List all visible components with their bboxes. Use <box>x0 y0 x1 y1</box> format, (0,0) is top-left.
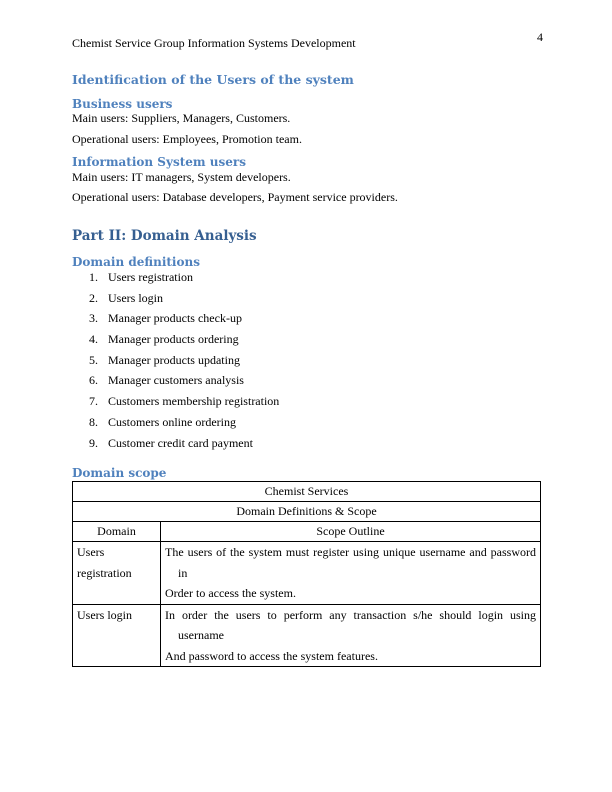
table-title-row <box>73 482 541 502</box>
page-number: 4 <box>537 30 543 44</box>
list-item-text: Customer credit card payment <box>108 435 253 450</box>
scope-line: The users of the system must register using unique username and password <box>165 545 536 559</box>
part2-heading: Part II: Domain Analysis <box>72 228 257 244</box>
list-item-text: Manager customers analysis <box>108 373 244 388</box>
domain-line: Users login <box>77 607 132 622</box>
list-item-text: Customers membership registration <box>108 394 280 409</box>
table-row <box>73 542 541 605</box>
list-item-text: Customers online ordering <box>108 414 236 429</box>
scope-line: Order to access the system. <box>165 586 296 600</box>
list-item-text: Users login <box>108 290 163 305</box>
domain-cell <box>73 542 161 605</box>
domain-line: Users <box>77 545 105 559</box>
domain-cell <box>73 604 161 667</box>
running-header: Chemist Service Group Information Systems Development <box>72 36 356 50</box>
list-item-text: Manager products check-up <box>108 311 242 326</box>
domain-line: registration <box>77 565 132 580</box>
info-system-users-heading: Information System users <box>72 155 246 169</box>
domain-scope-table <box>72 481 541 667</box>
scope-line: In order the users to perform any transaction s/he should login using <box>165 607 536 622</box>
list-item-number: 3. <box>89 311 98 326</box>
list-item-number: 1. <box>89 270 98 284</box>
column-header-scope: Scope Outline <box>161 522 541 542</box>
list-item-number: 6. <box>89 373 98 388</box>
list-item-number: 5. <box>89 352 98 367</box>
list-item-number: 2. <box>89 290 98 305</box>
scope-line: in <box>178 565 188 580</box>
list-item-number: 9. <box>89 435 98 450</box>
list-item-number: 4. <box>89 332 98 347</box>
scope-line: And password to access the system features. <box>165 648 378 663</box>
table-title: Chemist Services <box>73 482 541 502</box>
table-header-row <box>73 522 541 542</box>
info-system-main-users: Main users: IT managers, System developers. <box>72 170 291 184</box>
table-subtitle-row <box>73 502 541 522</box>
list-item-text: Manager products ordering <box>108 332 239 347</box>
column-header-domain: Domain <box>73 522 161 542</box>
list-item-number: 8. <box>89 414 98 429</box>
scope-cell <box>161 604 541 667</box>
list-item-text: Manager products updating <box>108 352 240 367</box>
domain-definitions-heading: Domain definitions <box>72 255 200 269</box>
domain-scope-heading: Domain scope <box>72 466 167 480</box>
table-subtitle: Domain Definitions & Scope <box>73 502 541 522</box>
list-item-text: Users registration <box>108 270 193 284</box>
business-users-heading: Business users <box>72 97 173 111</box>
scope-cell <box>161 542 541 605</box>
table-row <box>73 604 541 667</box>
list-item-number: 7. <box>89 394 98 409</box>
scope-line: username <box>178 628 224 642</box>
info-system-operational-users: Operational users: Database developers, Payment service providers. <box>72 190 398 204</box>
users-section-heading: Identification of the Users of the system <box>72 72 354 87</box>
business-main-users: Main users: Suppliers, Managers, Customers. <box>72 111 291 125</box>
business-operational-users: Operational users: Employees, Promotion team. <box>72 132 302 146</box>
